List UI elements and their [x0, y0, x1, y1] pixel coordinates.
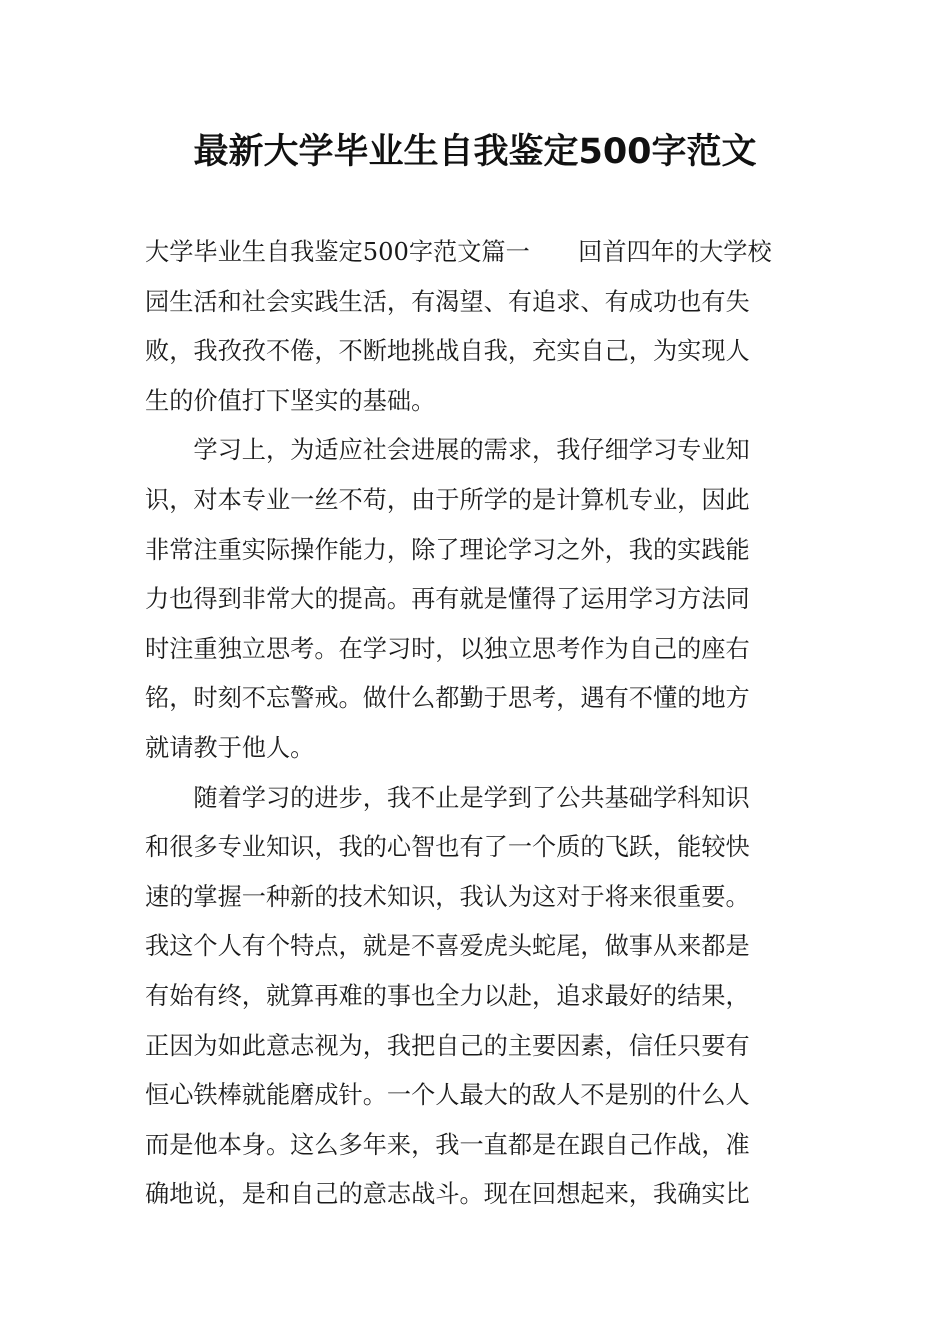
body-line: 我这个人有个特点，就是不喜爱虎头蛇尾，做事从来都是: [145, 932, 750, 961]
body-line: 非常注重实际操作能力，除了理论学习之外，我的实践能: [145, 535, 750, 564]
body-line: 正因为如此意志视为，我把自己的主要因素，信任只要有: [145, 1031, 750, 1060]
body-line: 大学毕业生自我鉴定500字范文篇一 回首四年的大学校: [145, 238, 772, 266]
body-line: 速的掌握一种新的技术知识，我认为这对于将来很重要。: [145, 882, 750, 911]
document-title: 最新大学毕业生自我鉴定500字范文: [193, 132, 757, 172]
body-line: 识，对本专业一丝不苟，由于所学的是计算机专业，因此: [145, 485, 750, 514]
body-line: 而是他本身。这么多年来，我一直都是在跟自己作战，准: [145, 1130, 750, 1159]
body-line: 败，我孜孜不倦，不断地挑战自我，充实自己，为实现人: [145, 337, 750, 366]
body-line: 时注重独立思考。在学习时，以独立思考作为自己的座右: [145, 634, 750, 663]
body-line: 园生活和社会实践生活，有渴望、有追求、有成功也有失: [145, 287, 750, 316]
body-line: 有始有终，就算再难的事也全力以赴，追求最好的结果，: [145, 981, 750, 1010]
body-line: 力也得到非常大的提高。再有就是懂得了运用学习方法同: [145, 585, 750, 614]
body-line: 和很多专业知识，我的心智也有了一个质的飞跃，能较快: [145, 833, 750, 862]
body-line: 生的价值打下坚实的基础。: [145, 386, 436, 415]
body-line: 随着学习的进步，我不止是学到了公共基础学科知识: [145, 783, 750, 812]
body-line: 铭，时刻不忘警戒。做什么都勤于思考，遇有不懂的地方: [145, 684, 750, 713]
body-line: 就请教于他人。: [145, 733, 315, 762]
body-line: 恒心铁棒就能磨成针。一个人最大的敌人不是别的什么人: [145, 1081, 750, 1110]
document-body: [145, 228, 807, 1220]
body-line: 学习上，为适应社会进展的需求，我仔细学习专业知: [145, 436, 750, 465]
body-line: 确地说，是和自己的意志战斗。现在回想起来，我确实比: [145, 1180, 750, 1209]
